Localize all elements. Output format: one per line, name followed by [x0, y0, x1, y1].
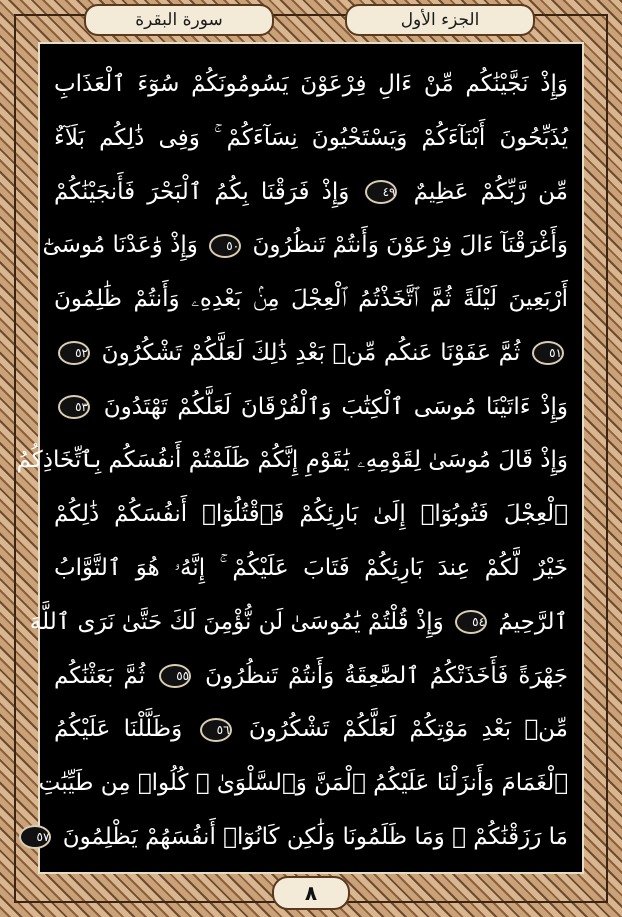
verse-text: وَإِذْ نَجَّيْنَٰكُم مِّنْ ءَالِ فِرْعَوْنَ يَسُومُونَكُمْ سُوٓءَ ٱلْعَذَابِ: [54, 71, 568, 97]
verse-line: [16, 436, 568, 485]
verse-line: [54, 114, 568, 163]
verse-text: وَإِذْ قَالَ مُوسَىٰ لِقَوْمِهِۦ يَٰقَوْمِ إِنَّكُمْ ظَلَمْتُمْ أَنفُسَكُم بِٱتِّخَاذِكُمُ: [16, 447, 568, 474]
verse-text: ثُمَّ بَعَثْنَٰكُم: [54, 662, 156, 689]
verse-text: مَا رَزَقْنَٰكُمْ ۖ وَمَا ظَلَمُونَا وَلَٰكِن كَانُوٓا۟ أَنفُسَهُمْ يَظْلِمُونَ: [55, 823, 568, 850]
verse-text: ٱلْغَمَامَ وَأَنزَلْنَا عَلَيْكُمُ ٱلْمَنَّ وَٱلسَّلْوَىٰ ۖ كُلُوا۟ مِن طَيِّبَٰتِ: [38, 770, 568, 797]
ayah-number-marker: ٥١: [532, 341, 564, 365]
verse-text: مِّن رَّبِّكُمْ عَظِيمٌ: [401, 178, 568, 205]
verse-text: وَإِذْ ءَاتَيْنَا مُوسَى ٱلْكِتَٰبَ وَٱلْفُرْقَانَ لَعَلَّكُمْ تَهْتَدُونَ: [94, 393, 568, 420]
verse-line: [38, 759, 568, 808]
verse-text: ٱلْعِجْلَ فَتُوبُوٓا۟ إِلَىٰ بَارِئِكُمْ فَٱقْتُلُوٓا۟ أَنفُسَكُمْ ذَٰلِكُمْ: [54, 501, 568, 528]
verse-line: [54, 275, 568, 324]
verse-line: [54, 383, 568, 432]
verse-text: خَيْرٌ لَّكُمْ عِندَ بَارِئِكُمْ فَتَابَ عَلَيْكُمْ ۚ إِنَّهُۥ هُوَ ٱلتَّوَّابُ: [54, 555, 568, 582]
juz-label: الجزء الأول: [345, 4, 535, 36]
verse-text: مِّنۢ بَعْدِ مَوْتِكُمْ لَعَلَّكُمْ تَشْكُرُونَ: [235, 716, 569, 743]
verse-text: ٱلرَّحِيمُ: [491, 608, 568, 635]
ayah-number-marker: ٥٦: [200, 718, 232, 742]
verse-line: [29, 598, 568, 647]
verse-line: [54, 705, 568, 754]
verse-line: [36, 813, 568, 862]
verse-line: [42, 221, 568, 270]
verse-text: وَظَلَّلْنَا عَلَيْكُمُ: [54, 716, 196, 743]
verse-text: ثُمَّ عَفَوْنَا عَنكُم مِّنۢ بَعْدِ ذَٰلِكَ لَعَلَّكُمْ تَشْكُرُونَ: [94, 339, 528, 366]
ayah-number-marker: ٤٩: [365, 180, 397, 204]
verse-text: وَإِذْ قُلْتُمْ يَٰمُوسَىٰ لَن نُّؤْمِنَ لَكَ حَتَّىٰ نَرَى ٱللَّهَ: [29, 608, 452, 635]
verse-text: أَرْبَعِينَ لَيْلَةً ثُمَّ ٱتَّخَذْتُمُ ٱلْعِجْلَ مِنۢ بَعْدِهِۦ وَأَنتُمْ ظَٰلِمُونَ: [54, 286, 568, 313]
verse-line: [54, 329, 568, 378]
verse-line: [54, 168, 568, 217]
ayah-number-marker: ٥٢: [58, 341, 90, 365]
ayah-number-marker: ٥٣: [58, 395, 90, 419]
verse-text: وَإِذْ فَرَقْنَا بِكُمُ ٱلْبَحْرَ فَأَنجَيْنَٰكُمْ: [54, 178, 362, 205]
verse-text: يُذَبِّحُونَ أَبْنَآءَكُمْ وَيَسْتَحْيُونَ نِسَآءَكُمْ ۚ وَفِى ذَٰلِكُم بَلَآءٌ: [54, 124, 568, 151]
verse-lines: [16, 60, 569, 862]
quran-page: [16, 42, 584, 874]
surah-name-label: سورة البقرة: [84, 4, 274, 36]
ayah-number-marker: ٥٤: [455, 610, 487, 634]
verse-text: وَإِذْ وَٰعَدْنَا مُوسَىٰٓ: [42, 232, 206, 259]
ayah-number-marker: ٥٧: [19, 825, 51, 849]
page-number: ٨: [272, 876, 350, 910]
verse-text: وَأَغْرَقْنَآ ءَالَ فِرْعَوْنَ وَأَنتُمْ تَنظُرُونَ: [245, 232, 568, 259]
ayah-number-marker: ٥٠: [209, 234, 241, 258]
verse-line: [54, 652, 568, 701]
verse-text: جَهْرَةً فَأَخَذَتْكُمُ ٱلصَّٰعِقَةُ وَأَنتُمْ تَنظُرُونَ: [195, 662, 568, 689]
verse-line: [54, 544, 568, 593]
verse-line: [54, 490, 568, 539]
ayah-number-marker: ٥٥: [159, 664, 191, 688]
verse-line: [54, 60, 568, 109]
